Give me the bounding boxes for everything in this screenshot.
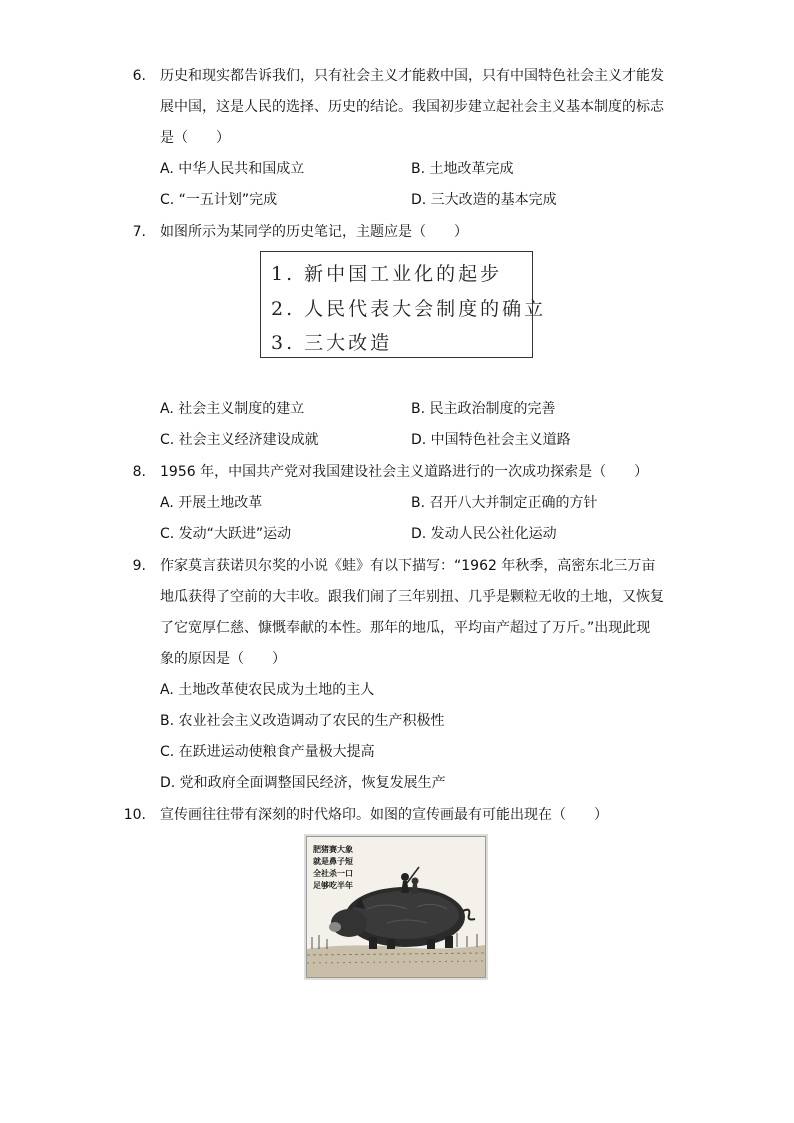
question-9-number: 9. xyxy=(132,558,146,574)
propaganda-poster-image xyxy=(306,836,486,978)
question-6-stem-line-1: 历史和现实都告诉我们，只有社会主义才能救中国，只有中国特色社会主义才能发 xyxy=(160,68,664,84)
giant-pig-illustration xyxy=(307,837,485,977)
question-8-number: 8. xyxy=(132,464,146,480)
question-6-option-b[interactable]: B. 土地改革完成 xyxy=(411,161,514,177)
question-8-option-d[interactable]: D. 发动人民公社化运动 xyxy=(411,526,557,542)
question-7-option-b[interactable]: B. 民主政治制度的完善 xyxy=(411,401,556,417)
poster-slogan-line-1: 肥猪赛大象 xyxy=(313,844,353,854)
question-9-option-d[interactable]: D. 党和政府全面调整国民经济，恢复发展生产 xyxy=(160,775,446,791)
poster-slogan-line-2: 就是鼻子短 xyxy=(313,856,353,866)
history-note-figure xyxy=(260,251,547,358)
question-7-number: 7. xyxy=(132,224,146,240)
question-9-stem-line-4: 象的原因是（ ） xyxy=(160,651,286,667)
question-9-option-a[interactable]: A. 土地改革使农民成为土地的主人 xyxy=(160,682,375,698)
question-9-option-b[interactable]: B. 农业社会主义改造调动了农民的生产积极性 xyxy=(160,713,445,729)
note-line-3: 3. 三大改造 xyxy=(271,332,393,354)
question-9-option-c[interactable]: C. 在跃进运动使粮食产量极大提高 xyxy=(160,744,375,760)
question-6-stem-line-3: 是（ ） xyxy=(160,130,230,146)
question-6-option-a[interactable]: A. 中华人民共和国成立 xyxy=(160,161,305,177)
question-9-stem-line-1: 作家莫言获诺贝尔奖的小说《蛙》有以下描写：“1962 年秋季，高密东北三万亩 xyxy=(160,558,656,574)
note-line-2: 2. 人民代表大会制度的确立 xyxy=(271,298,547,320)
poster-slogan-line-4: 足够吃半年 xyxy=(313,880,353,890)
question-9-stem-line-3: 了它宽厚仁慈、慷慨奉献的本性。那年的地瓜，平均亩产超过了万斤。”出现此现 xyxy=(160,620,651,636)
question-6-option-c[interactable]: C. “一五计划”完成 xyxy=(160,192,278,208)
note-line-1: 1. 新中国工业化的起步 xyxy=(271,263,503,285)
question-6-stem-line-2: 展中国，这是人民的选择、历史的结论。我国初步建立起社会主义基本制度的标志 xyxy=(160,99,664,115)
question-8-option-c[interactable]: C. 发动“大跃进”运动 xyxy=(160,526,292,542)
question-8-option-a[interactable]: A. 开展土地改革 xyxy=(160,495,263,511)
question-10-number: 10. xyxy=(123,807,146,823)
question-7-option-c[interactable]: C. 社会主义经济建设成就 xyxy=(160,432,319,448)
question-7-option-d[interactable]: D. 中国特色社会主义道路 xyxy=(411,432,571,448)
question-9-stem-line-2: 地瓜获得了空前的大丰收。跟我们闹了三年别扭、几乎是颗粒无收的土地，又恢复 xyxy=(160,589,664,605)
question-7-stem-line-1: 如图所示为某同学的历史笔记，主题应是（ ） xyxy=(160,224,468,240)
question-6-number: 6. xyxy=(132,68,146,84)
poster-slogan-line-3: 全社杀一口 xyxy=(313,868,353,878)
question-10-stem-line-1: 宣传画往往带有深刻的时代烙印。如图的宣传画最有可能出现在（ ） xyxy=(160,807,608,823)
question-8-stem-line-1: 1956 年，中国共产党对我国建设社会主义道路进行的一次成功探索是（ ） xyxy=(160,464,649,480)
question-8-option-b[interactable]: B. 召开八大并制定正确的方针 xyxy=(411,495,598,511)
question-6-option-d[interactable]: D. 三大改造的基本完成 xyxy=(411,192,557,208)
question-7-option-a[interactable]: A. 社会主义制度的建立 xyxy=(160,401,305,417)
